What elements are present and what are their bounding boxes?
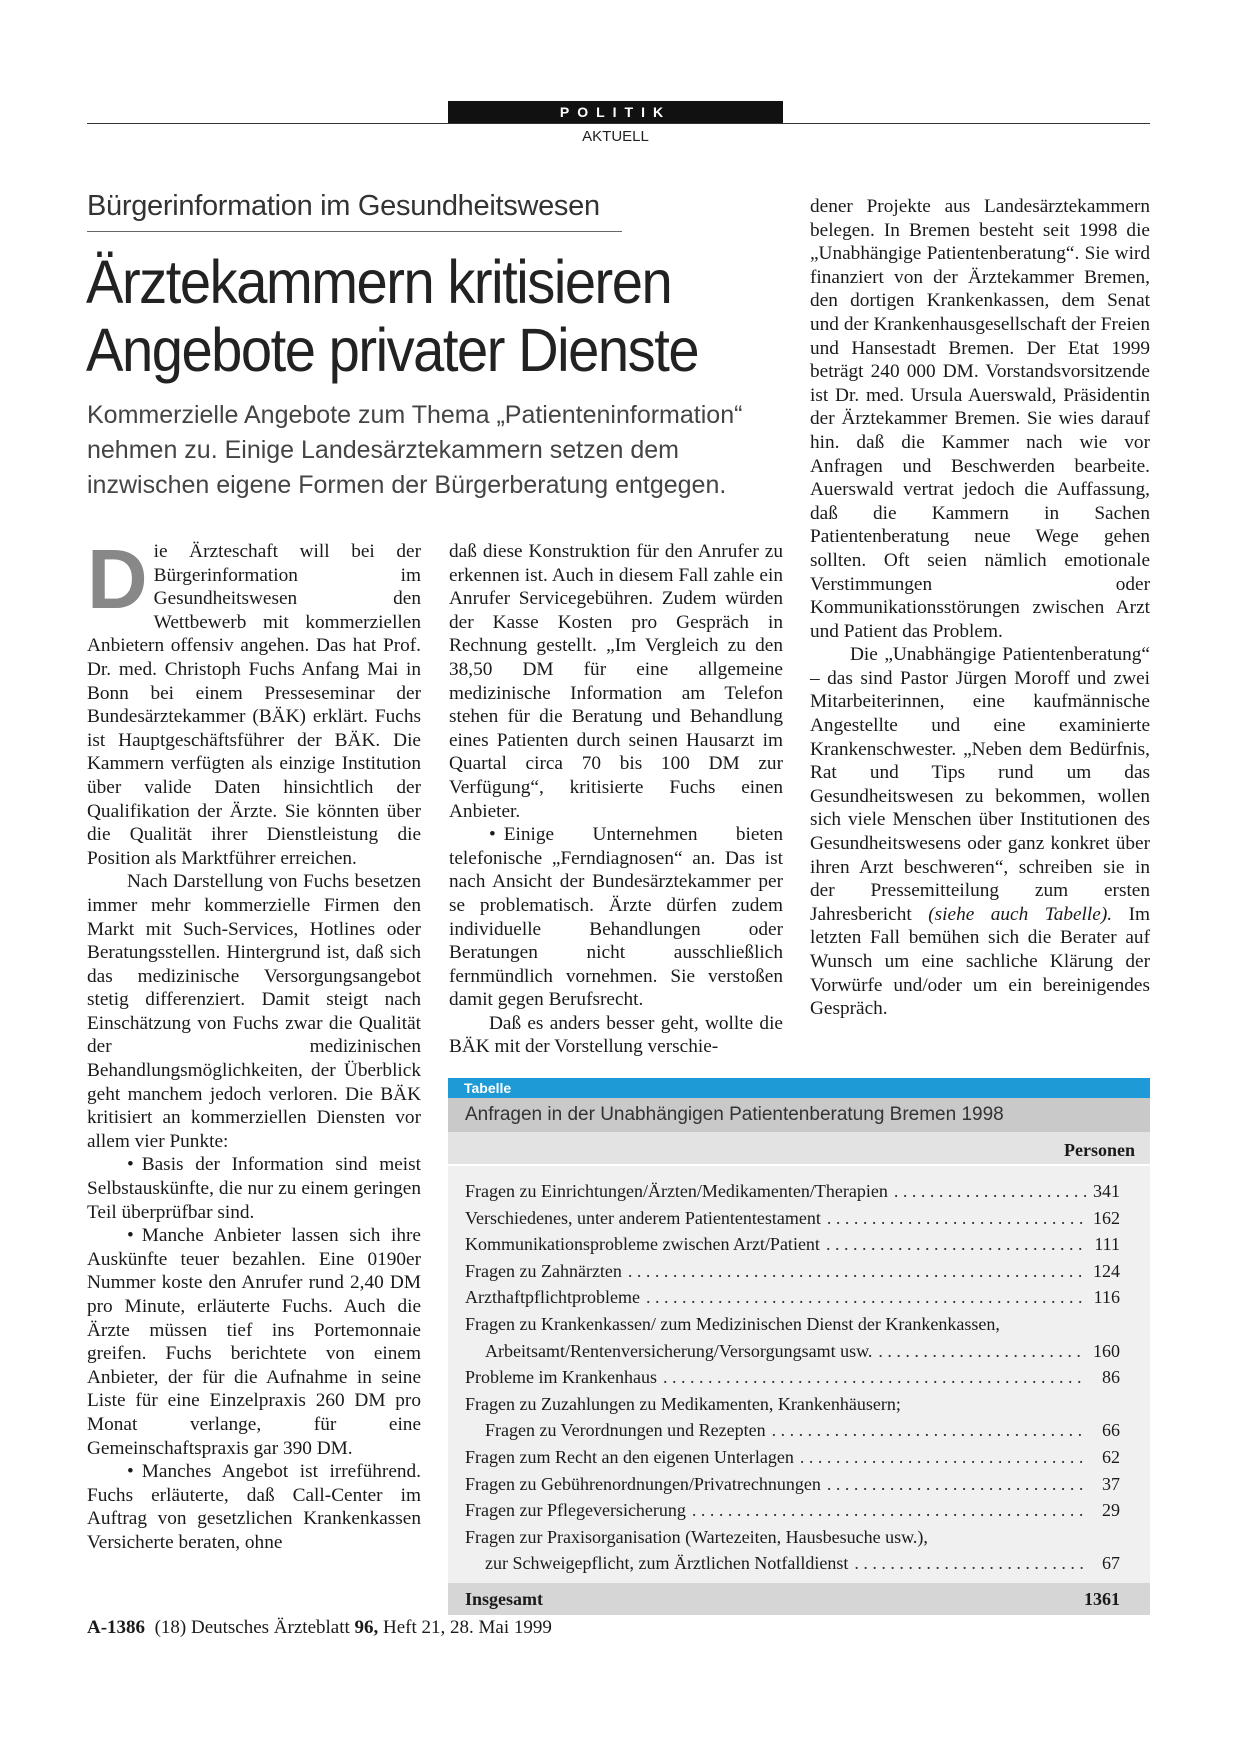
paragraph: Die „Unabhängige Patientenberatung“ – das sind Pastor Jürgen Moroff und zwei Mitarbeiterinnen, eine kaufmännische Angestellte und eine examinierte Krankenschwester. „Neben dem Bedürfnis, Rat und Tips rund um das Gesundheitswesen zu bekommen, wollen sich viele Menschen über Institutionen des Gesundheitswesens oder ganz konkret über ihren Arzt beschweren“, schreiben sie in der Pressemitteilung zum ersten Jahresbericht (siehe auch Tabelle). Im letzten Fall bemühen sich die Berater auf Wunsch um eine sachliche Klärung der Vorwürfe und/oder um ein bereinigendes Gespräch. bbox=[810, 644, 1151, 1020]
table-row bbox=[448, 1391, 1150, 1444]
paragraph: daß diese Konstruktion für den Anrufer zu erkennen ist. Auch in diesem Fall zahle ein Anrufer Servicegebühren. Zudem würden der Kasse Kosten pro Gespräch in Rechnung gestellt. „Im Vergleich zu den 38,50 DM für eine allgemeine medizinische Information am Telefon stehen für die Beratung und Behandlung eines Patienten durch seinen Hausarzt im Quartal circa 70 bis 100 DM zur Verfügung“, kritisierte Fuchs einen Anbieter. bbox=[449, 541, 783, 822]
row-label-cont: Arbeitsamt/Rentenversicherung/Versorgungsamt usw. bbox=[485, 1340, 873, 1361]
row-value: 29 bbox=[1102, 1500, 1120, 1521]
table-row bbox=[448, 1231, 1150, 1258]
row-label: Fragen zum Recht an den eigenen Unterlagen bbox=[465, 1446, 794, 1467]
row-value: 62 bbox=[1102, 1446, 1120, 1467]
table-row bbox=[448, 1497, 1150, 1524]
paragraph: Die Ärzteschaft will bei der Bürgerinformation im Gesundheitswesen den Wettbewerb mit kommerziellen Anbietern offensiv angehen. Das hat Prof. Dr. med. Christoph Fuchs Anfang Mai in Bonn bei einem Presseseminar der Bundesärztekammer (BÄK) erklärt. Fuchs ist Hauptgeschäftsführer der BÄK. Die Kammern verfügten als einzige Institution über valide Daten hinsichtlich der Qualifikation der Ärzte. Sie könnten über die Qualität ihrer Dienstleistung die Position als Marktführer erreichen. bbox=[87, 532, 421, 869]
table-row bbox=[448, 1205, 1150, 1232]
table-row bbox=[448, 1524, 1150, 1577]
bullet-paragraph: • Manche Anbieter lassen sich ihre Auskünfte teuer bezahlen. Eine 0190er Nummer koste den Anrufer rund 2,40 DM pro Minute, erläuterte Fuchs. Auch die Ärzte müssen tief ins Portemonnaie greifen. Fuchs berichtete von einem Anbieter, der für die Aufnahme in seine Liste für eine Einzelpraxis 260 DM pro Monat verlange, für eine Gemeinschaftspraxis gar 390 DM. bbox=[87, 1225, 421, 1459]
row-label: Fragen zu Einrichtungen/Ärzten/Medikamenten/Therapien bbox=[465, 1181, 888, 1201]
row-value: 66 bbox=[1102, 1420, 1120, 1441]
bullet-paragraph: • Einige Unternehmen bieten telefonische „Ferndiagnosen“ an. Das ist nach Ansicht der Bundesärztekammer per se problematisch. Ärzte dürfen zudem individuelle Behandlungen oder Beratungen nicht ausschließlich fernmündlich vornehmen. Sie verstoßen damit gegen Berufsrecht. bbox=[449, 824, 783, 1011]
header-rule bbox=[87, 123, 1150, 124]
leader-dots bbox=[826, 1231, 1086, 1258]
row-label: Fragen zu Zahnärzten bbox=[465, 1260, 622, 1281]
paragraph: Nach Darstellung von Fuchs besetzen immer mehr kommerzielle Firmen den Markt mit Such-Services, Hotlines oder Beratungsstellen. Hintergrund ist, daß sich das medizinische Versorgungsangebot stetig differenziert. Damit steigt nach Einschätzung von Fuchs zwar die Qualität der medizinischen Behandlungsmöglichkeiten, der Überblick geht manchem jedoch verloren. Die BÄK kritisiert an kommerziellen Diensten vor allem vier Punkte: bbox=[87, 871, 421, 1152]
row-label: Fragen zu Krankenkassen/ zum Medizinischen Dienst der Krankenkassen, bbox=[465, 1313, 1000, 1334]
bullet-paragraph: • Manches Angebot ist irreführend. Fuchs erläuterte, daß Call-Center im Auftrag von gesetzlichen Krankenkassen Versicherte beraten, ohne bbox=[87, 1461, 421, 1553]
leader-dots bbox=[646, 1284, 1086, 1311]
headline-line: Angebote privater Dienste bbox=[86, 316, 699, 384]
paragraph: Daß es anders besser geht, wollte die BÄK mit der Vorstellung verschie- bbox=[449, 1012, 783, 1058]
lead-line: nehmen zu. Einige Landesärztekammern setzen dem bbox=[87, 436, 679, 464]
kicker-rule bbox=[87, 231, 622, 232]
row-label: Fragen zu Gebührenordnungen/Privatrechnungen bbox=[465, 1473, 821, 1494]
table-row bbox=[448, 1471, 1150, 1498]
leader-dots bbox=[692, 1497, 1086, 1524]
table-row bbox=[448, 1178, 1150, 1205]
leader-dots bbox=[772, 1417, 1086, 1444]
table-reference: (siehe auch Tabelle). bbox=[928, 903, 1113, 925]
lead-line: Kommerzielle Angebote zum Thema „Patienteninformation“ bbox=[87, 401, 743, 429]
page-footer bbox=[87, 1617, 552, 1639]
total-value: 1361 bbox=[1084, 1588, 1120, 1609]
section-label: POLITIK bbox=[448, 101, 783, 123]
row-value: 37 bbox=[1102, 1473, 1120, 1494]
drop-cap: D bbox=[87, 532, 148, 626]
body-column-2 bbox=[449, 540, 783, 1059]
leader-dots bbox=[800, 1444, 1086, 1471]
row-value: 160 bbox=[1093, 1340, 1120, 1361]
row-label: Probleme im Krankenhaus bbox=[465, 1367, 657, 1388]
row-label: Fragen zur Praxisorganisation (Wartezeiten, Hausbesuche usw.), bbox=[465, 1526, 928, 1547]
row-label-cont: zur Schweigepflicht, zum Ärztlichen Notfalldienst bbox=[485, 1553, 849, 1574]
bullet-icon: • bbox=[489, 824, 496, 846]
row-value: 67 bbox=[1102, 1553, 1120, 1574]
leader-dots bbox=[894, 1178, 1086, 1205]
lead-line: inzwischen eigene Formen der Bürgerberatung entgegen. bbox=[87, 471, 727, 499]
bullet-paragraph: • Basis der Information sind meist Selbstauskünfte, die nur zu einem geringen Teil überprüfbar sind. bbox=[87, 1154, 421, 1223]
citation-pre: (18) Deutsches Ärzteblatt bbox=[154, 1617, 355, 1638]
row-label: Kommunikationsprobleme zwischen Arzt/Patient bbox=[465, 1234, 820, 1255]
citation-post: Heft 21, 28. Mai 1999 bbox=[378, 1617, 552, 1638]
leader-dots bbox=[878, 1338, 1086, 1365]
article-kicker: Bürgerinformation im Gesundheitswesen bbox=[87, 190, 600, 222]
leader-dots bbox=[827, 1205, 1086, 1232]
leader-dots bbox=[854, 1550, 1086, 1577]
body-column-1 bbox=[87, 532, 421, 1555]
table-total-row bbox=[448, 1583, 1150, 1615]
row-value: 86 bbox=[1102, 1367, 1120, 1388]
row-value: 124 bbox=[1093, 1260, 1120, 1281]
row-value: 162 bbox=[1093, 1207, 1120, 1228]
table-row bbox=[448, 1444, 1150, 1471]
table-row bbox=[448, 1284, 1150, 1311]
data-table bbox=[448, 1078, 1150, 1615]
article-lead bbox=[87, 398, 787, 503]
subsection-label: AKTUELL bbox=[582, 128, 649, 145]
page-number: A-1386 bbox=[87, 1617, 146, 1638]
bullet-icon: • bbox=[127, 1461, 134, 1483]
row-value: 111 bbox=[1094, 1234, 1120, 1255]
row-label: Arzthaftpflichtprobleme bbox=[465, 1287, 640, 1308]
paragraph: dener Projekte aus Landesärztekammern belegen. In Bremen besteht seit 1998 die „Unabhängige Patientenberatung“. Sie wird finanziert von der Ärztekammer Bremen, den dortigen Krankenkassen, dem Senat und der Krankenhausgesellschaft der Freien und Hansestadt Bremen. Der Etat 1999 beträgt 240 000 DM. Vorstandsvorsitzende ist Dr. med. Ursula Auerswald, Präsidentin der Ärztekammer Bremen. Sie wies darauf hin. daß die Kammer nach wie vor Anfragen und Beschwerden bearbeite. Auerswald vertrat jedoch die Auffassung, daß die Kammern in Sachen Patientenberatung neue Wege gehen sollten. Oft seien nämlich emotionale Verstimmungen oder Kommunikationsstörungen zwischen Arzt und Patient das Problem. bbox=[810, 196, 1150, 642]
table-row bbox=[448, 1258, 1150, 1285]
row-label: Fragen zur Pflegeversicherung bbox=[465, 1500, 686, 1521]
table-label: Tabelle bbox=[448, 1078, 1150, 1098]
table-body bbox=[448, 1166, 1150, 1583]
headline-line: Ärztekammern kritisieren bbox=[86, 248, 672, 316]
row-label-cont: Fragen zu Verordnungen und Rezepten bbox=[485, 1420, 766, 1441]
bullet-icon: • bbox=[127, 1225, 134, 1247]
total-label: Insgesamt bbox=[465, 1588, 544, 1609]
citation-volume: 96, bbox=[354, 1617, 379, 1638]
leader-dots bbox=[827, 1471, 1086, 1498]
table-row bbox=[448, 1364, 1150, 1391]
row-label: Fragen zu Zuzahlungen zu Medikamenten, Krankenhäusern; bbox=[465, 1393, 901, 1414]
leader-dots bbox=[628, 1258, 1086, 1285]
bullet-icon: • bbox=[127, 1154, 134, 1176]
row-value: 116 bbox=[1093, 1287, 1120, 1308]
body-column-3 bbox=[810, 195, 1150, 1021]
table-title: Anfragen in der Unabhängigen Patientenberatung Bremen 1998 bbox=[448, 1098, 1150, 1132]
table-row bbox=[448, 1311, 1150, 1364]
row-label: Verschiedenes, unter anderem Patiententestament bbox=[465, 1207, 821, 1228]
table-column-header: Personen bbox=[448, 1132, 1150, 1166]
row-value: 341 bbox=[1093, 1181, 1120, 1201]
article-headline bbox=[86, 248, 730, 384]
leader-dots bbox=[663, 1364, 1086, 1391]
